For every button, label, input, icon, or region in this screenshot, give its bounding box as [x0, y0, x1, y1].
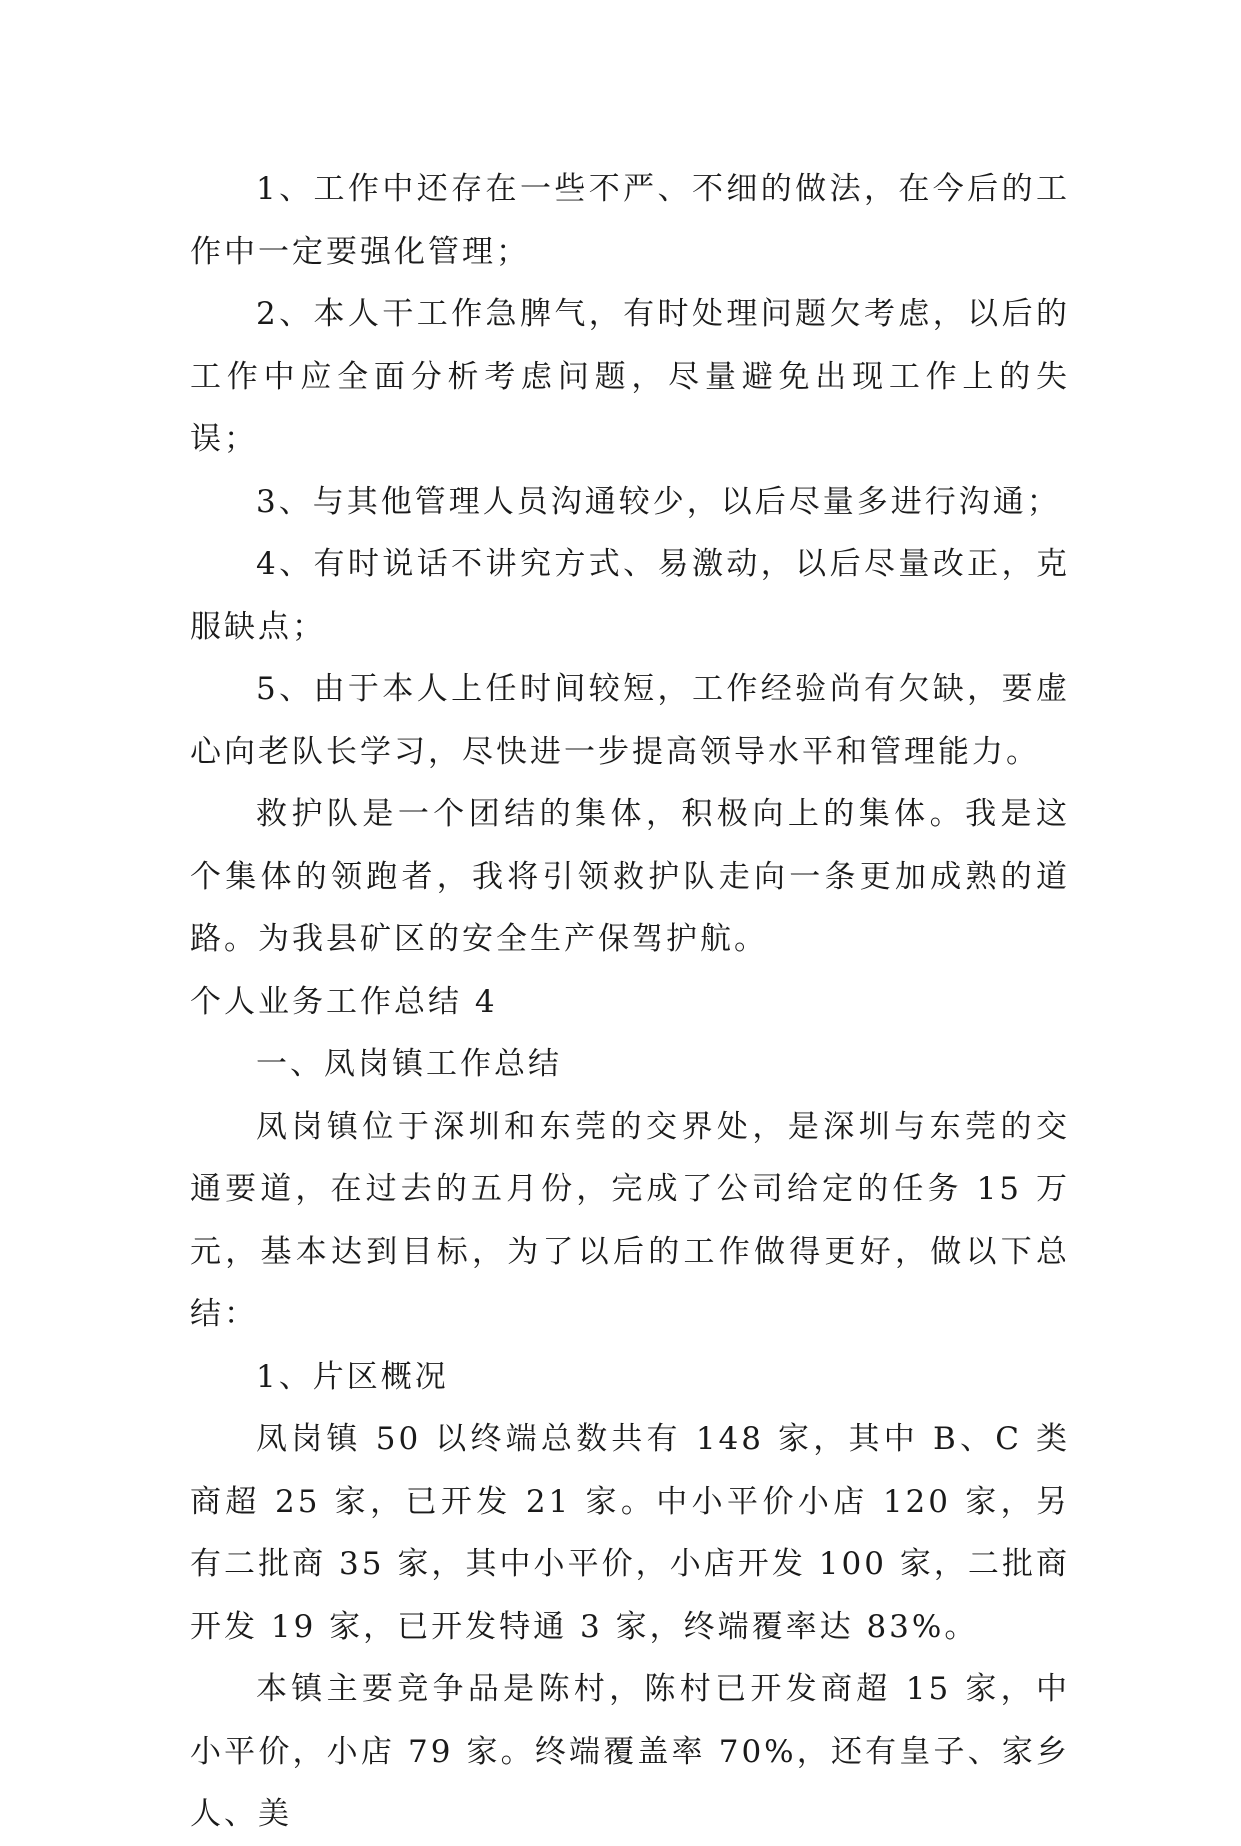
- paragraph-item-5: 5、由于本人上任时间较短，工作经验尚有欠缺，要虚心向老队长学习，尽快进一步提高领导水平和管理能力。: [190, 671, 1070, 770]
- subsection-heading: 一、凤岗镇工作总结: [256, 1046, 562, 1082]
- paragraph-item-1: 1、工作中还存在一些不严、不细的做法，在今后的工作中一定要强化管理；: [190, 171, 1070, 270]
- paragraph-competitors: 本镇主要竞争品是陈村，陈村已开发商超 15 家，中小平价，小店 79 家。终端覆盖率 70%，还有皇子、家乡人、美: [190, 1671, 1070, 1832]
- paragraph-item-3: 3、与其他管理人员沟通较少，以后尽量多进行沟通；: [256, 483, 1061, 520]
- paragraph-item-2: 2、本人干工作急脾气，有时处理问题欠考虑，以后的工作中应全面分析考虑问题，尽量避免出现工作上的失误；: [190, 296, 1070, 457]
- document-body: [190, 158, 1070, 1846]
- paragraph-overview: 凤岗镇位于深圳和东莞的交界处，是深圳与东莞的交通要道，在过去的五月份，完成了公司给定的任务 15 万元，基本达到目标，为了以后的工作做得更好，做以下总结：: [190, 1108, 1070, 1332]
- paragraph-terminal-stats: 凤岗镇 50 以终端总数共有 148 家，其中 B、C 类商超 25 家，已开发 21 家。中小平价小店 120 家，另有二批商 35 家，其中小平价，小店开发 100 家，二批商开发 19 家，已开发特通 3 家，终端覆率达 83%。: [190, 1421, 1070, 1645]
- paragraph-item-4: 4、有时说话不讲究方式、易激动，以后尽量改正，克服缺点；: [190, 546, 1070, 645]
- paragraph-rescue-team: 救护队是一个团结的集体，积极向上的集体。我是这个集体的领跑者，我将引领救护队走向一条更加成熟的道路。为我县矿区的安全生产保驾护航。: [190, 796, 1070, 957]
- section-heading: 个人业务工作总结 4: [190, 983, 498, 1020]
- subsection-heading-area: 1、片区概况: [256, 1358, 449, 1395]
